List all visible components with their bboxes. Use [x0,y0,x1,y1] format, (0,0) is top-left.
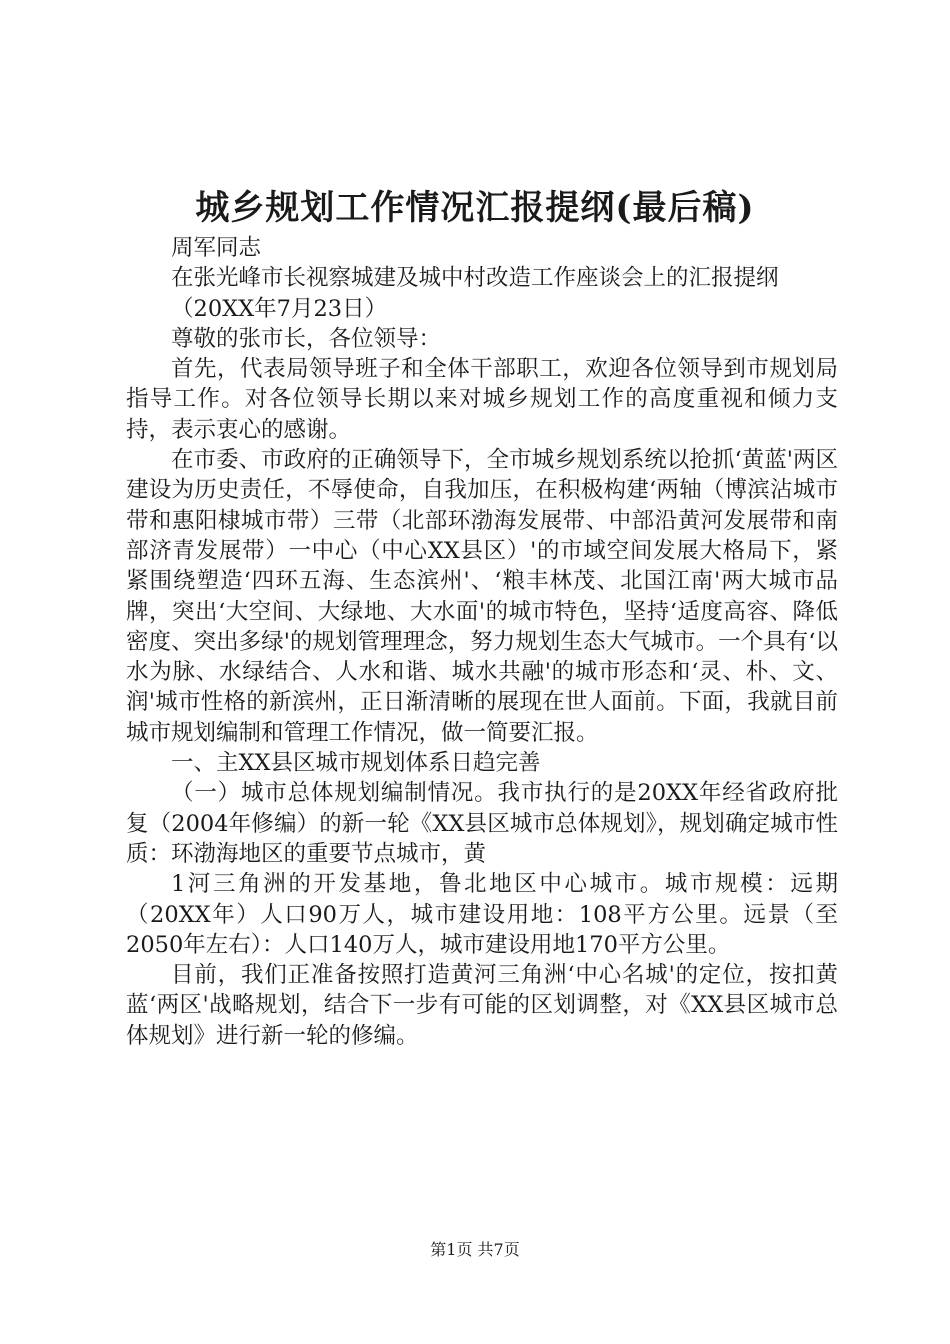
paragraph-overview: 在市委、市政府的正确领导下，全市城乡规划系统以抢抓‘黄蓝'两区建设为历史责任，不辱使命，自我加压，在积极构建‘两轴（博滨沾城市带和惠阳棣城市带）三带（北部环渤海发展带、中部沿黄河发展带和南部济青发展带）一中心（中心XX县区）'的市域空间发展大格局下，紧紧围绕塑造‘四环五海、生态滨州'、‘粮丰林茂、北国江南'两大城市品牌，突出‘大空间、大绿地、大水面'的城市特色，坚持‘适度高容、降低密度、突出多绿'的规划管理理念，努力规划生态大气城市。一个具有‘以水为脉、水绿结合、人水和谐、城水共融'的城市形态和‘灵、朴、文、润'城市性格的新滨州，正日渐清晰的展现在世人面前。下面，我就目前城市规划编制和管理工作情况，做一简要汇报。 [126,447,838,746]
paragraph-master-plan: （一）城市总体规划编制情况。我市执行的是20XX年经省政府批复（2004年修编）的新一轮《XX县区城市总体规划》，规划确定城市性质：环渤海地区的重要节点城市，黄 [126,780,838,867]
paragraph-welcome: 首先，代表局领导班子和全体干部职工，欢迎各位领导到市规划局指导工作。对各位领导长期以来对城乡规划工作的高度重视和倾力支持，表示衷心的感谢。 [126,356,838,443]
paragraph-city-scale: 1河三角洲的开发基地，鲁北地区中心城市。城市规模：远期（20XX年）人口90万人，城市建设用地：108平方公里。远景（至2050年左右）：人口140万人，城市建设用地170平方公里。 [126,871,838,958]
document-body [126,233,838,1051]
document-title: 城乡规划工作情况汇报提纲(最后稿) [195,188,755,228]
paragraph-salutation: 尊敬的张市长，各位领导： [171,325,442,352]
paragraph-revision: 目前，我们正准备按照打造黄河三角洲‘中心名城'的定位，按扣黄蓝‘两区'战略规划，结合下一步有可能的区划调整，对《XX县区城市总体规划》进行新一轮的修编。 [126,962,838,1049]
paragraph-subtitle: 在张光峰市长视察城建及城中村改造工作座谈会上的汇报提纲 [171,265,779,292]
paragraph-date: （20XX年7月23日） [171,295,388,322]
paragraph-author: 周军同志 [171,235,262,261]
section-heading-1: 一、主XX县区城市规划体系日趋完善 [171,750,541,777]
page-footer: 第1页 共7页 [430,1240,520,1259]
